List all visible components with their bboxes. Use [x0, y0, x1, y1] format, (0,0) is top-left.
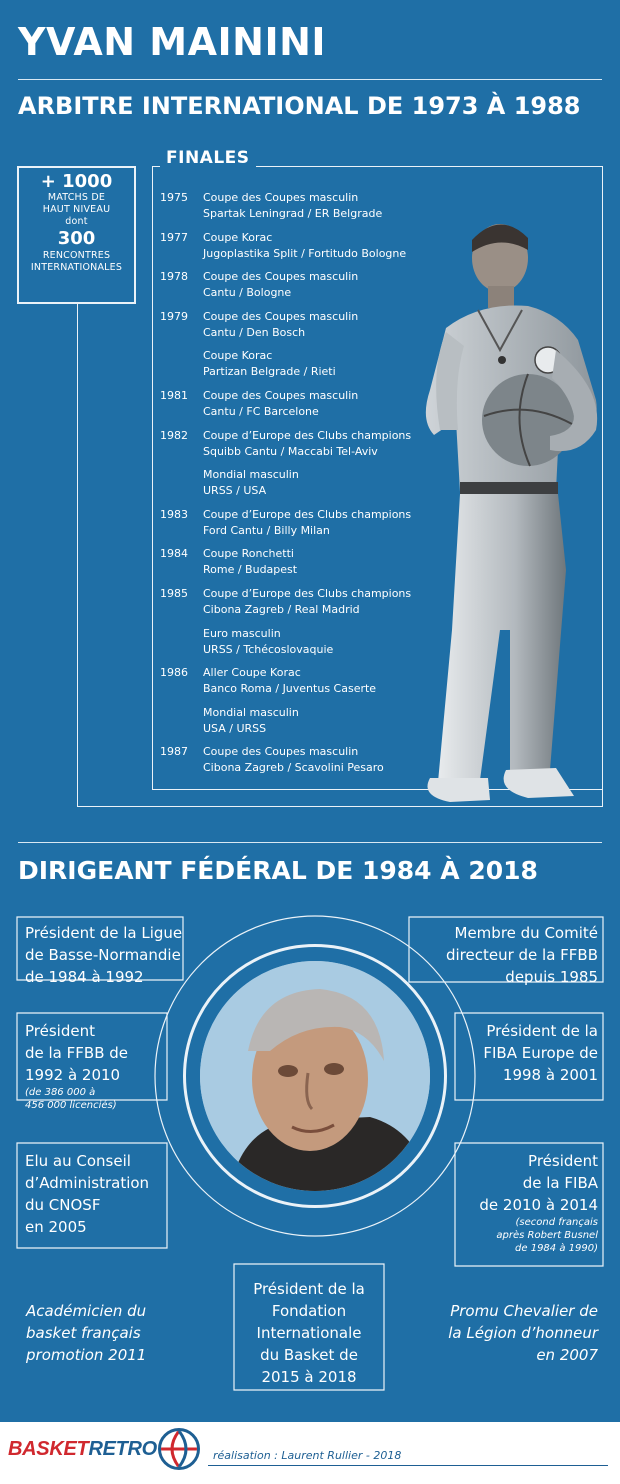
text-line: Promu Chevalier de	[450, 1302, 598, 1320]
finale-competition: Mondial masculin	[203, 468, 299, 482]
finale-match: Cantu / Bologne	[203, 286, 292, 300]
finale-year: 1975	[160, 191, 188, 204]
box-note: de 1984 à 1990)	[515, 1243, 598, 1254]
finale-year: 1985	[160, 586, 188, 600]
box-line: 1992 à 2010	[25, 1066, 121, 1084]
text-line: basket français	[26, 1324, 141, 1342]
finale-competition: Coupe Korac	[203, 349, 273, 363]
box-line: Internationale	[256, 1324, 362, 1342]
referee-heading: ARBITRE INTERNATIONAL DE 1973 À 1988	[18, 92, 581, 120]
finale-match: Rome / Budapest	[203, 563, 298, 577]
finale-competition: Coupe des Coupes masculin	[203, 388, 359, 402]
logo-part: RETRO	[88, 1438, 157, 1460]
finale-item	[160, 626, 460, 658]
stat-matches: + 1000	[40, 171, 113, 192]
portrait-photo	[200, 961, 430, 1191]
finale-year	[160, 705, 203, 737]
divider	[18, 79, 602, 80]
finale-match: Banco Roma / Juventus Caserte	[203, 682, 377, 696]
finale-competition: Coupe Korac	[203, 230, 273, 244]
box-line: en 2005	[25, 1218, 87, 1236]
comite-box	[420, 922, 598, 988]
box-line: du Basket de	[260, 1346, 358, 1364]
finale-item	[160, 507, 460, 539]
finale-item	[160, 269, 460, 301]
finale-year: 1982	[160, 428, 188, 442]
legion-text	[430, 1300, 598, 1366]
box-line: d’Administration	[25, 1174, 150, 1192]
finale-competition: Coupe des Coupes masculin	[203, 745, 359, 759]
text-line: en 2007	[536, 1346, 598, 1364]
fondation-box	[234, 1278, 384, 1388]
stat-label: dont	[65, 216, 88, 227]
box-line: 1998 à 2001	[502, 1066, 598, 1084]
finale-year: 1984	[160, 547, 188, 561]
finale-year: 1978	[160, 270, 188, 284]
finale-match: Cantu / Den Bosch	[203, 325, 306, 339]
finale-text	[203, 230, 406, 262]
finale-year	[160, 467, 203, 499]
box-note: (second français	[515, 1217, 598, 1228]
stat-international: 300	[57, 228, 96, 249]
ligue-box	[25, 922, 182, 988]
finale-item	[160, 428, 460, 460]
finale-year: 1977	[160, 230, 188, 244]
box-line: de 1984 à 1992	[25, 968, 144, 986]
finale-competition: Coupe des Coupes masculin	[203, 309, 359, 323]
divider	[18, 842, 602, 843]
finale-item	[160, 665, 460, 697]
finale-competition: Mondial masculin	[203, 705, 299, 719]
stat-label: MATCHS DE	[47, 192, 106, 203]
box-line: directeur de la FFBB	[445, 946, 598, 964]
finale-text	[203, 467, 299, 499]
cnosf-box	[25, 1150, 149, 1238]
finale-item	[160, 744, 460, 776]
connector-line	[77, 304, 78, 806]
finale-item	[160, 348, 460, 380]
finale-match: Cibona Zagreb / Scavolini Pesaro	[203, 761, 384, 775]
finale-text	[203, 269, 358, 301]
finale-item	[160, 190, 460, 222]
finales-title: FINALES	[160, 148, 256, 168]
text-line: la Légion d’honneur	[448, 1324, 598, 1342]
box-line: du CNOSF	[25, 1196, 101, 1214]
finale-competition: Coupe d’Europe des Clubs champions	[203, 428, 412, 442]
finale-text	[203, 507, 411, 539]
box-note: (de 386 000 à	[25, 1087, 96, 1098]
stat-label: INTERNATIONALES	[30, 262, 123, 273]
fiba-europe-box	[460, 1020, 598, 1086]
ffbb-box	[25, 1020, 128, 1112]
finale-match: Cibona Zagreb / Real Madrid	[203, 602, 360, 616]
finale-match: URSS / USA	[203, 484, 267, 498]
finale-text	[203, 665, 376, 697]
finale-text	[203, 546, 297, 578]
finale-match: Squibb Cantu / Maccabi Tel-Aviv	[203, 444, 378, 458]
finale-item	[160, 388, 460, 420]
finale-year	[160, 348, 203, 380]
box-line: Président de la	[486, 1022, 598, 1040]
box-line: Président de la Ligue	[25, 924, 183, 942]
finale-year: 1981	[160, 388, 188, 402]
finale-text	[203, 705, 299, 737]
credit-underline	[208, 1465, 608, 1466]
box-line: de la FIBA	[522, 1174, 598, 1192]
finale-item	[160, 309, 460, 341]
finale-year: 1983	[160, 507, 188, 521]
box-line: de la FFBB de	[25, 1044, 129, 1062]
stats-box	[17, 166, 136, 304]
finale-text	[203, 586, 411, 618]
finale-year: 1987	[160, 745, 188, 759]
finale-text	[203, 309, 358, 341]
finale-match: Cantu / FC Barcelone	[203, 404, 319, 418]
finale-competition: Aller Coupe Korac	[203, 666, 301, 680]
finale-text	[203, 626, 333, 658]
finale-text	[203, 190, 382, 222]
box-note: 456 000 licenciés)	[25, 1100, 117, 1111]
box-line: Président	[25, 1022, 95, 1040]
finales-list	[160, 190, 460, 784]
finale-match: Ford Cantu / Billy Milan	[203, 523, 330, 537]
finale-competition: Coupe d’Europe des Clubs champions	[203, 586, 412, 600]
text-line: Académicien du	[26, 1302, 147, 1320]
finale-match: Spartak Leningrad / ER Belgrade	[203, 207, 383, 220]
finale-year: 1986	[160, 666, 188, 680]
stat-label: HAUT NIVEAU	[42, 204, 111, 215]
box-line: Membre du Comité	[454, 924, 598, 942]
academicien-text	[26, 1300, 146, 1366]
box-line: de Basse-Normandie	[25, 946, 181, 964]
box-line: Président de la	[253, 1280, 365, 1298]
box-line: Président	[528, 1152, 598, 1170]
finale-competition: Coupe des Coupes masculin	[203, 270, 359, 284]
box-line: de 2010 à 2014	[479, 1196, 598, 1214]
text-line: promotion 2011	[26, 1346, 147, 1364]
box-line: 2015 à 2018	[261, 1368, 357, 1386]
basketball-icon	[158, 1428, 200, 1470]
finale-competition: Coupe d’Europe des Clubs champions	[203, 507, 412, 521]
finale-match: URSS / Tchécoslovaquie	[203, 642, 334, 656]
box-line: Fondation	[271, 1302, 347, 1320]
finale-item	[160, 705, 460, 737]
finale-item	[160, 230, 460, 262]
finale-year	[160, 626, 203, 658]
finale-text	[203, 428, 411, 460]
box-line: FIBA Europe de	[483, 1044, 598, 1062]
box-note: après Robert Busnel	[496, 1230, 598, 1241]
footer	[0, 1422, 620, 1484]
finale-text	[203, 348, 336, 380]
finale-match: USA / URSS	[203, 721, 267, 735]
finale-competition: Coupe Ronchetti	[203, 547, 294, 561]
box-line: depuis 1985	[505, 968, 598, 986]
finale-item	[160, 467, 460, 499]
stat-label: RENCONTRES	[42, 250, 111, 261]
fiba-box	[460, 1150, 598, 1255]
finale-year: 1979	[160, 309, 188, 323]
finale-text	[203, 388, 358, 420]
finale-competition: Euro masculin	[203, 626, 281, 640]
finale-competition: Coupe des Coupes masculin	[203, 191, 359, 204]
credit-text: réalisation : Laurent Rullier - 2018	[213, 1449, 402, 1462]
finale-item	[160, 546, 460, 578]
basketretro-logo[interactable]	[8, 1438, 157, 1461]
box-line: Elu au Conseil	[25, 1152, 131, 1170]
logo-part: BASKET	[8, 1438, 89, 1460]
finale-item	[160, 586, 460, 618]
finale-match: Partizan Belgrade / Rieti	[203, 365, 336, 379]
finale-match: Jugoplastika Split / Fortitudo Bologne	[203, 246, 407, 260]
dirigeant-heading: DIRIGEANT FÉDÉRAL DE 1984 À 2018	[18, 856, 538, 885]
finale-text	[203, 744, 384, 776]
page-title: YVAN MAININI	[18, 20, 327, 64]
